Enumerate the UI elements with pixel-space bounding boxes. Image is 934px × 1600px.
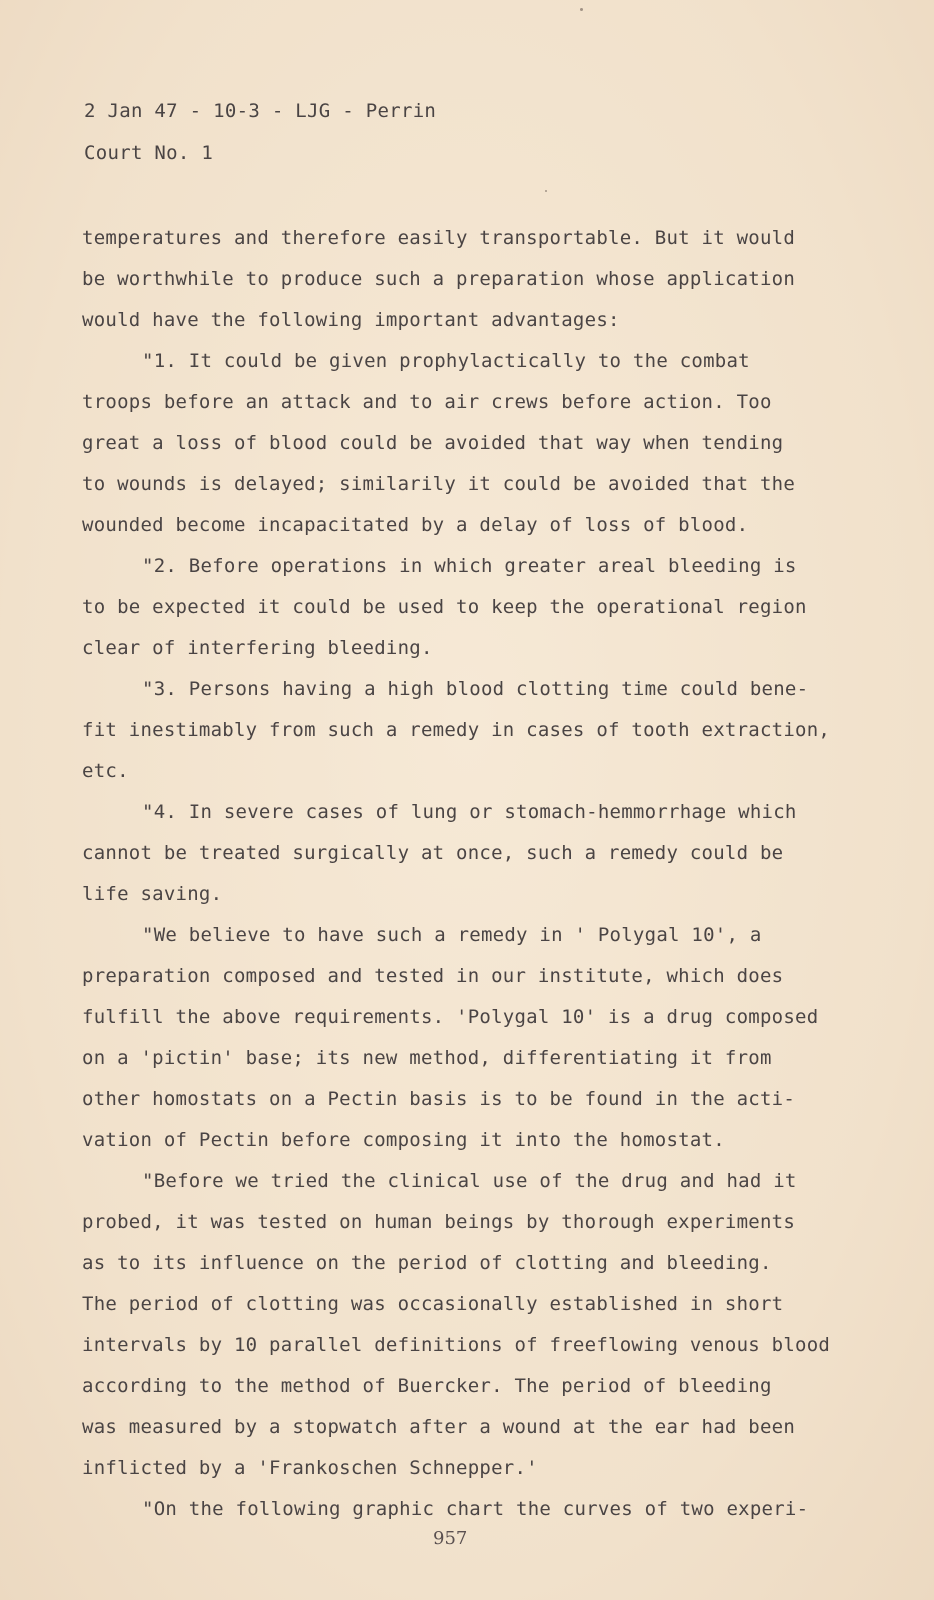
text-line: to wounds is delayed; similarily it could be avoided that the [82, 473, 796, 495]
text-line: etc. [82, 760, 129, 782]
text-line: inflicted by a 'Frankoschen Schnepper.' [82, 1457, 538, 1479]
page-number: 957 [433, 1528, 468, 1549]
text-line: "4. In severe cases of lung or stomach-hemmorrhage which [142, 801, 797, 823]
text-line: life saving. [82, 883, 223, 905]
text-line: according to the method of Buercker. The period of bleeding [82, 1375, 772, 1397]
text-line: "Before we tried the clinical use of the drug and had it [142, 1170, 797, 1192]
text-line: as to its influence on the period of clotting and bleeding. [82, 1252, 772, 1274]
text-line: fulfill the above requirements. 'Polygal 10' is a drug composed [82, 1006, 819, 1028]
text-line: clear of interfering bleeding. [82, 637, 433, 659]
text-line: "2. Before operations in which greater areal bleeding is [142, 555, 797, 577]
text-line: The period of clotting was occasionally established in short [82, 1293, 784, 1315]
text-line: be worthwhile to produce such a preparation whose application [82, 268, 796, 290]
text-line: was measured by a stopwatch after a wound at the ear had been [82, 1416, 796, 1438]
transcript-body [82, 218, 882, 1530]
text-line: intervals by 10 parallel definitions of freeflowing venous blood [82, 1334, 831, 1356]
text-line: troops before an attack and to air crews before action. Too [82, 391, 772, 413]
text-line: to be expected it could be used to keep the operational region [82, 596, 807, 618]
text-line: on a 'pictin' base; its new method, differentiating it from [82, 1047, 772, 1069]
header-court: Court No. 1 [84, 142, 214, 164]
text-line: would have the following important advantages: [82, 309, 620, 331]
text-line: fit inestimably from such a remedy in cases of tooth extraction, [82, 719, 831, 741]
text-line: great a loss of blood could be avoided that way when tending [82, 432, 784, 454]
text-line: "3. Persons having a high blood clotting time could bene- [142, 678, 809, 700]
paper-speck [580, 8, 583, 11]
text-line: wounded become incapacitated by a delay of loss of blood. [82, 514, 749, 536]
paper-speck [545, 190, 547, 192]
text-line: vation of Pectin before composing it into the homostat. [82, 1129, 725, 1151]
text-line: "We believe to have such a remedy in ' Polygal 10', a [142, 924, 762, 946]
text-line: cannot be treated surgically at once, such a remedy could be [82, 842, 784, 864]
text-line: "1. It could be given prophylactically to the combat [142, 350, 750, 372]
header-transcript-id: 2 Jan 47 - 10-3 - LJG - Perrin [84, 100, 437, 122]
text-line: probed, it was tested on human beings by thorough experiments [82, 1211, 796, 1233]
text-line: other homostats on a Pectin basis is to be found in the acti- [82, 1088, 796, 1110]
text-line: "On the following graphic chart the curves of two experi- [142, 1498, 809, 1520]
text-line: preparation composed and tested in our institute, which does [82, 965, 784, 987]
text-line: temperatures and therefore easily transportable. But it would [82, 227, 796, 249]
